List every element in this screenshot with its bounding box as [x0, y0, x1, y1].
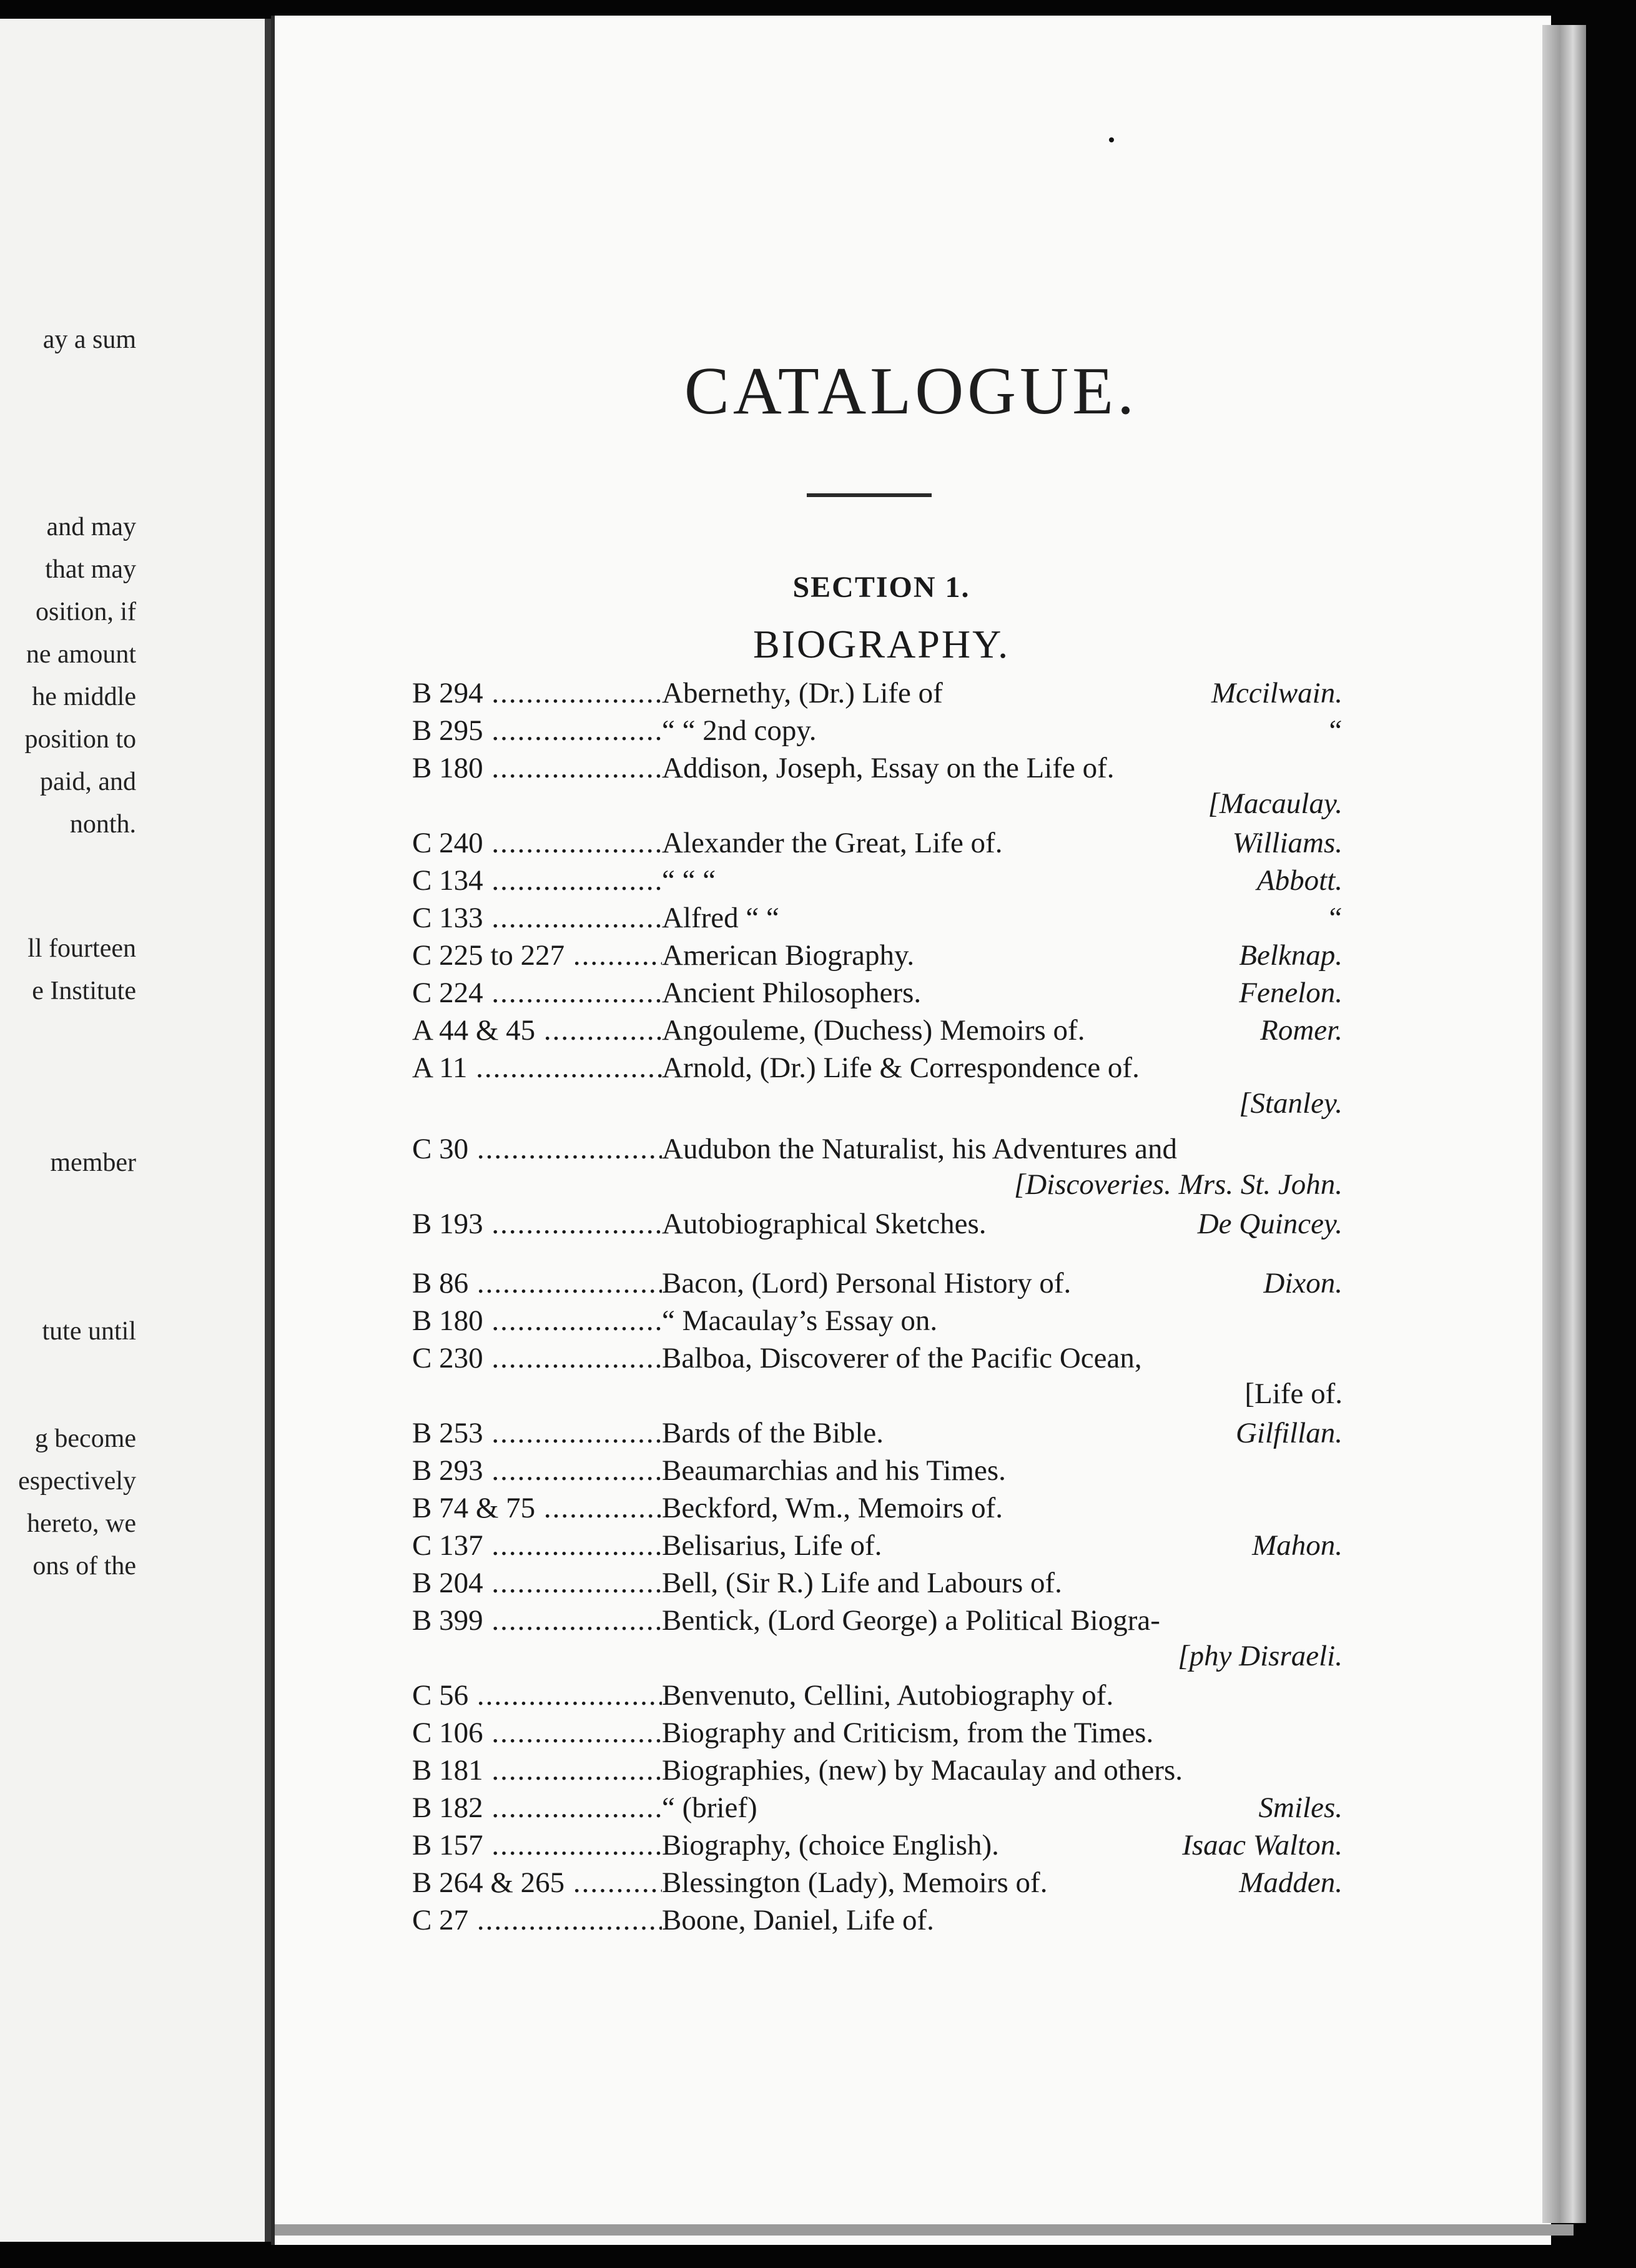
entry-author: Mccilwain. [1211, 677, 1343, 709]
entry-title: Audubon the Naturalist, his Adventures and [662, 1133, 1177, 1165]
entry-ref: B 253 ..... [412, 1414, 662, 1452]
entry-ref: C 137 ..... [412, 1527, 662, 1564]
entry-title: “ “ 2nd copy. [662, 714, 817, 747]
catalogue-entry [412, 1564, 1343, 1602]
entry-ref: B 204 ..... [412, 1564, 662, 1602]
entry-author: “ [1326, 902, 1343, 934]
entry-ref: C 134 ..... [412, 862, 662, 899]
entry-title: Abernethy, (Dr.) Life of [662, 677, 943, 709]
book-gutter [265, 19, 271, 2242]
entry-ref: C 106 ..... [412, 1714, 662, 1752]
entry-ref: C 225 to 227 ..... [412, 937, 662, 974]
entry-title: Belisarius, Life of. [662, 1529, 882, 1562]
catalogue-entry [412, 1714, 1343, 1752]
entry-title: Beaumarchias and his Times. [662, 1454, 1006, 1487]
catalogue-entry [412, 1864, 1343, 1901]
title-rule [807, 493, 932, 497]
entry-author: Madden. [1239, 1866, 1343, 1899]
catalogue-entry [412, 749, 1343, 787]
entry-ref: C 240 ..... [412, 824, 662, 862]
catalogue-entry [412, 1527, 1343, 1564]
left-text-line: paid, and [40, 767, 136, 796]
entry-ref: C 27 ..... [412, 1901, 662, 1939]
entry-continuation: [Discoveries. Mrs. St. John. [1013, 1168, 1343, 1201]
left-facing-page [0, 19, 267, 2242]
left-text-line: hereto, we [27, 1509, 136, 1538]
entry-title: Bacon, (Lord) Personal History of. [662, 1267, 1072, 1299]
left-text-line: he middle [32, 683, 136, 711]
entry-ref: B 74 & 75 ..... [412, 1489, 662, 1527]
catalogue-entry [412, 899, 1343, 937]
left-text-line: member [50, 1148, 136, 1177]
entry-ref: B 294 ..... [412, 674, 662, 712]
left-text-line: ne amount [26, 640, 136, 669]
entry-author: Isaac Walton. [1182, 1829, 1343, 1861]
page-bottom-edge [275, 2224, 1574, 2236]
page-edge [1542, 25, 1586, 2223]
entry-title: Biographies, (new) by Macaulay and others. [662, 1754, 1183, 1787]
entry-ref: C 30 ..... [412, 1130, 662, 1168]
catalogue-entry [412, 1489, 1343, 1527]
entry-title: Arnold, (Dr.) Life & Correspondence of. [662, 1052, 1140, 1084]
entry-author: “ [1326, 714, 1343, 747]
entry-title: Beckford, Wm., Memoirs of. [662, 1492, 1003, 1524]
entry-author: Mahon. [1252, 1529, 1343, 1562]
entry-author: Fenelon. [1239, 977, 1343, 1009]
catalogue-entry [412, 1901, 1343, 1939]
entry-ref: B 157 ..... [412, 1827, 662, 1864]
page-title: CATALOGUE. [684, 354, 1138, 428]
entry-ref: C 230 ..... [412, 1339, 662, 1377]
entry-title: Balboa, Discoverer of the Pacific Ocean, [662, 1342, 1142, 1374]
entry-title: Alfred “ “ [662, 902, 779, 934]
entry-title: Biography and Criticism, from the Times. [662, 1717, 1154, 1749]
catalogue-entry [412, 674, 1343, 712]
catalogue-entry [412, 1414, 1343, 1452]
entry-title: Bell, (Sir R.) Life and Labours of. [662, 1567, 1062, 1599]
entry-ref: B 180 ..... [412, 1302, 662, 1339]
entry-ref: B 293 ..... [412, 1452, 662, 1489]
entry-author: Smiles. [1258, 1792, 1343, 1824]
entry-title: Biography, (choice English). [662, 1829, 999, 1861]
entry-author: Dixon. [1263, 1267, 1343, 1299]
entry-title: Autobiographical Sketches. [662, 1208, 987, 1240]
entry-ref: A 11 ..... [412, 1049, 662, 1087]
entry-continuation: [Macaulay. [1208, 787, 1343, 820]
entry-ref: B 264 & 265 ..... [412, 1864, 662, 1901]
entry-title: Ancient Philosophers. [662, 977, 922, 1009]
entry-ref: A 44 & 45 ..... [412, 1012, 662, 1049]
entry-title: “ Macaulay’s Essay on. [662, 1304, 938, 1337]
catalogue-entry [412, 1752, 1343, 1789]
catalogue-entry [412, 1205, 1343, 1243]
left-text-line: osition, if [35, 598, 136, 626]
catalogue-entry [412, 824, 1343, 862]
left-text-line: that may [45, 555, 136, 584]
entry-title: Benvenuto, Cellini, Autobiography of. [662, 1679, 1114, 1712]
left-text-line: tute until [42, 1317, 136, 1346]
left-text-line: ons of the [32, 1552, 136, 1580]
left-text-line: nonth. [69, 810, 136, 839]
section-label: SECTION 1. [792, 571, 970, 604]
entry-ref: B 86 ..... [412, 1265, 662, 1302]
left-text-line: espectively [18, 1467, 136, 1496]
entry-ref: B 181 ..... [412, 1752, 662, 1789]
catalogue-entry [412, 937, 1343, 974]
catalogue-entry [412, 1049, 1343, 1087]
catalogue-entry [412, 1012, 1343, 1049]
entry-title: Bentick, (Lord George) a Political Biogra- [662, 1604, 1160, 1637]
left-text-line: position to [24, 725, 136, 754]
catalogue-entry [412, 1452, 1343, 1489]
entry-ref: B 193 ..... [412, 1205, 662, 1243]
entry-ref: B 182 ..... [412, 1789, 662, 1827]
entry-title: “ “ “ [662, 864, 716, 897]
entry-title: Blessington (Lady), Memoirs of. [662, 1866, 1048, 1899]
catalogue-entry [412, 1302, 1343, 1339]
ink-speck [1109, 137, 1114, 142]
left-text-line: g become [34, 1424, 136, 1453]
entry-author: Abbott. [1256, 864, 1343, 897]
catalogue-entry [412, 1339, 1343, 1377]
catalogue-entry [412, 862, 1343, 899]
entry-author: Gilfillan. [1235, 1417, 1343, 1449]
catalogue-entry [412, 974, 1343, 1012]
entry-continuation: [phy Disraeli. [1178, 1640, 1343, 1672]
entry-ref: C 224 ..... [412, 974, 662, 1012]
entry-continuation: [Stanley. [1239, 1087, 1343, 1120]
left-text-line: e Institute [32, 977, 136, 1005]
entry-author: Romer. [1260, 1014, 1343, 1047]
catalogue-entry [412, 1602, 1343, 1639]
entry-author: Williams. [1232, 827, 1343, 859]
catalogue-entry [412, 712, 1343, 749]
left-text-line: ay a sum [42, 325, 136, 354]
entry-title: American Biography. [662, 939, 915, 972]
catalogue-entry [412, 1265, 1343, 1302]
entry-ref: B 295 ..... [412, 712, 662, 749]
entry-title: Bards of the Bible. [662, 1417, 884, 1449]
entry-title: Alexander the Great, Life of. [662, 827, 1003, 859]
entry-title: Addison, Joseph, Essay on the Life of. [662, 752, 1115, 784]
entry-author: De Quincey. [1197, 1208, 1343, 1240]
entry-continuation: [Life of. [1244, 1378, 1343, 1410]
left-text-line: and may [46, 513, 136, 541]
entry-ref: C 133 ..... [412, 899, 662, 937]
section-title: BIOGRAPHY. [752, 622, 1010, 666]
catalogue-entry [412, 1827, 1343, 1864]
entry-title: “ (brief) [662, 1792, 757, 1824]
entry-ref: B 180 ..... [412, 749, 662, 787]
entry-author: Belknap. [1239, 939, 1343, 972]
catalogue-entry [412, 1130, 1343, 1168]
entry-title: Angouleme, (Duchess) Memoirs of. [662, 1014, 1085, 1047]
catalogue-entry [412, 1789, 1343, 1827]
catalogue-entry [412, 1677, 1343, 1714]
entry-title: Boone, Daniel, Life of. [662, 1904, 934, 1936]
entry-ref: C 56 ..... [412, 1677, 662, 1714]
left-text-line: ll fourteen [27, 934, 136, 963]
entry-ref: B 399 ..... [412, 1602, 662, 1639]
